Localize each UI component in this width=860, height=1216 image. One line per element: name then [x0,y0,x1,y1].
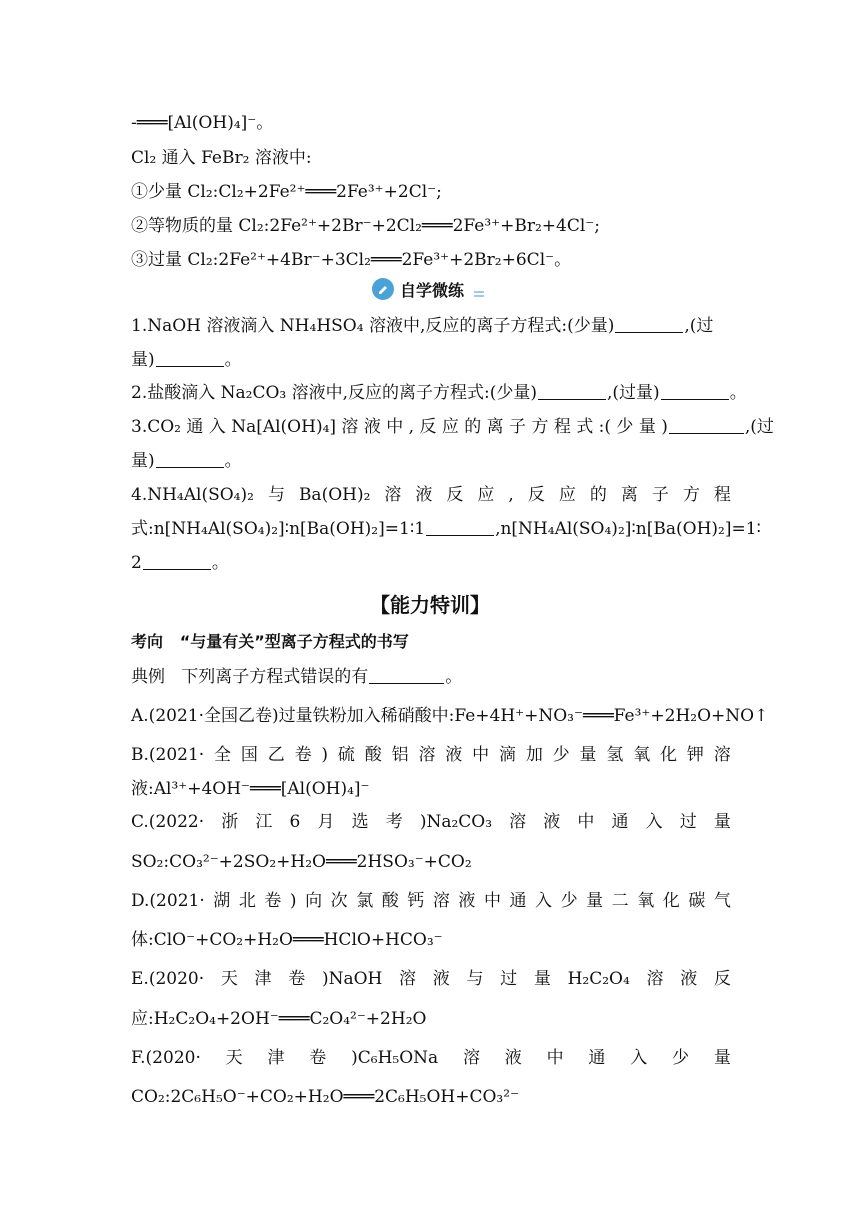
word: 中 [472,745,490,765]
word: 选 [351,812,369,832]
word: 溶 [462,1048,480,1068]
word: 离 [620,485,638,505]
word: 少 [560,891,578,911]
exercise-3 [131,415,774,439]
option-b-cont: 液:Al³⁺+4OH⁻═══[Al(OH)₄]⁻ [131,779,370,799]
answer-blank[interactable] [156,451,224,468]
text-line: Cl₂ 通入 FeBr₂ 溶液中: [131,148,312,168]
exercise-text: ,(过 [744,417,774,437]
option-c-cont: SO₂:CO₃²⁻+2SO₂+H₂O═══2HSO₃⁻+CO₂ [131,852,472,872]
exercise-text: 3.CO₂ 通 入 Na[Al(OH)₄] 溶 液 中 , 反 应 的 离 子 方 程 式 :( 少 量 ) [131,417,668,437]
option-f [131,1046,731,1070]
exercise-text: 1.NaOH 溶液滴入 NH₄HSO₄ 溶液中,反应的离子方程式:(少量) [131,316,615,336]
word: 湖 [213,891,231,911]
word: )C₆H₅ONa [351,1048,439,1068]
word: 反 [446,485,464,505]
word: 氯 [356,891,374,911]
word: 过 [679,812,697,832]
word: 液 [504,1048,522,1068]
text-line: ③过量 Cl₂:2Fe²⁺+4Br⁻+3Cl₂═══2Fe³⁺+2Br₂+6Cl⁻。 [131,250,572,270]
word: 氧 [637,891,655,911]
option-a: A.(2021·全国乙卷)过量铁粉加入稀硝酸中:Fe+4H⁺+NO₃⁻═══Fe³⁺+2H₂O+NO↑ [131,706,769,726]
answer-blank[interactable] [369,667,444,684]
exercise-text: 2.盐酸滴入 Na₂CO₃ 溶液中,反应的离子方程式:(少量) [131,383,538,403]
word: 通 [588,1048,606,1068]
exercise-4 [131,483,731,507]
word: 卷 [309,1048,327,1068]
word: 乙 [267,745,285,765]
word: 溶 [509,812,527,832]
exercise-text: ,(过 [684,316,714,336]
word: 化 [660,745,678,765]
exercise-text: ,(过量) [607,383,660,403]
word: 次 [330,891,348,911]
word: 滴 [498,745,516,765]
word: 量 [713,1048,731,1068]
answer-blank[interactable] [538,383,606,400]
word: 反 [713,969,731,989]
answer-blank[interactable] [156,350,224,367]
word: 溶 [432,891,450,911]
word: 6 [289,812,301,832]
option-e [131,967,731,991]
exercise-text: 。 [224,350,242,370]
word: H₂C₂O₄ [567,969,630,989]
exercise-text: 量) [131,451,155,471]
word: 天 [225,1048,243,1068]
word: ) [321,745,329,765]
word: 氢 [606,745,624,765]
exercise-4-end [131,551,731,575]
word: 入 [630,1048,648,1068]
word: 浙 [221,812,239,832]
word: 应 [558,485,576,505]
example-text: 下列离子方程式错误的有 [181,667,369,687]
option-d [131,889,731,913]
word: 量 [579,745,597,765]
word: 的 [589,485,607,505]
word: 江 [255,812,273,832]
word: 中 [546,1048,564,1068]
word: 天 [220,969,238,989]
word: ) [289,891,297,911]
word: 溶 [646,969,664,989]
word: C.(2022· [131,812,205,832]
word: 全 [214,745,232,765]
exercise-2 [131,381,747,405]
word: 氧 [633,745,651,765]
answer-blank[interactable] [143,553,211,570]
word: 向 [305,891,323,911]
exercise-text: 量) [131,350,155,370]
word: 溶 [384,485,402,505]
word: 与 [267,485,285,505]
word: 量 [713,812,731,832]
word: 通 [611,812,629,832]
answer-blank[interactable] [615,316,683,333]
exercise-1-cont [131,348,731,372]
text-line: -═══[Al(OH)₄]⁻。 [131,113,274,133]
word: 子 [651,485,669,505]
word: 4.NH₄Al(SO₄)₂ [131,485,254,505]
word: 少 [672,1048,690,1068]
word: 应 [477,485,495,505]
word: 考 [385,812,403,832]
word: 国 [240,745,258,765]
exercise-4-cont [131,517,761,541]
word: 过 [500,969,518,989]
pencil-icon [372,278,394,300]
word: 化 [662,891,680,911]
word: 通 [509,891,527,911]
word: 程 [713,485,731,505]
section-title: 【能力特训】 [370,593,490,617]
word: 入 [535,891,553,911]
self-study-badge [372,277,484,301]
decoration-bars [474,291,484,297]
option-f-cont: CO₂:2C₆H₅O⁻+CO₂+H₂O═══2C₆H₅OH+CO₃²⁻ [131,1087,520,1107]
word: F.(2020· [131,1048,201,1068]
word: 铝 [391,745,409,765]
word: 入 [645,812,663,832]
topic-title: “与量有关”型离子方程式的书写 [179,632,409,651]
word: 酸 [364,745,382,765]
word: 硫 [337,745,355,765]
exercise-1 [131,314,731,338]
option-b [131,743,731,767]
word: 溶 [418,745,436,765]
word: 津 [267,1048,285,1068]
option-e-cont: 应:H₂C₂O₄+2OH⁻═══C₂O₄²⁻+2H₂O [131,1009,427,1029]
word: 液 [432,969,450,989]
answer-blank[interactable] [669,417,744,434]
text-line: ②等物质的量 Cl₂:2Fe²⁺+2Br⁻+2Cl₂═══2Fe³⁺+Br₂+4Cl⁻; [131,216,601,236]
word: B.(2021· [131,745,205,765]
word: E.(2020· [131,969,205,989]
word: D.(2021· [131,891,205,911]
word: 反 [527,485,545,505]
badge-label: 自学微练 [400,280,465,300]
word: 与 [466,969,484,989]
word: 量 [533,969,551,989]
answer-blank[interactable] [426,519,494,536]
word: 液 [543,812,561,832]
exercise-text: 。 [224,451,242,471]
word: 加 [525,745,543,765]
word: )Na₂CO₃ [419,812,493,832]
word: 钾 [686,745,704,765]
exercise-text: 。 [729,383,747,403]
exercise-text: ,n[NH₄Al(SO₄)₂]∶n[Ba(OH)₂]=1∶ [495,519,761,539]
word: 二 [611,891,629,911]
example-label: 典例 [131,667,165,687]
example-text: 。 [445,667,463,687]
word: 卷 [294,745,312,765]
exercise-text: 。 [211,553,229,573]
exercise-3-cont [131,449,731,473]
word: 少 [552,745,570,765]
topic-heading [131,630,731,654]
word: 溶 [399,969,417,989]
word: 方 [682,485,700,505]
word: Ba(OH)₂ [298,485,371,505]
word: 液 [458,891,476,911]
topic-label: 考向 [131,632,164,651]
word: 卷 [288,969,306,989]
word: 气 [713,891,731,911]
word: 中 [483,891,501,911]
word: 溶 [713,745,731,765]
word: 酸 [381,891,399,911]
word: 卷 [264,891,282,911]
word: 量 [586,891,604,911]
text-line: ①少量 Cl₂:Cl₂+2Fe²⁺═══2Fe³⁺+2Cl⁻; [131,182,442,202]
exercise-text: 式:n[NH₄Al(SO₄)₂]∶n[Ba(OH)₂]=1∶1 [131,519,426,539]
word: 中 [577,812,595,832]
option-c [131,810,731,834]
answer-blank[interactable] [661,383,729,400]
word: 液 [445,745,463,765]
word: 碳 [688,891,706,911]
word: 津 [254,969,272,989]
example-prompt [131,665,731,689]
option-d-cont: 体:ClO⁻+CO₂+H₂O═══HClO+HCO₃⁻ [131,930,443,950]
word: 液 [680,969,698,989]
word: )NaOH [321,969,383,989]
word: 液 [415,485,433,505]
word: 北 [238,891,256,911]
word: 月 [317,812,335,832]
word: , [508,485,514,505]
word: 钙 [407,891,425,911]
exercise-text: 2 [131,553,142,573]
